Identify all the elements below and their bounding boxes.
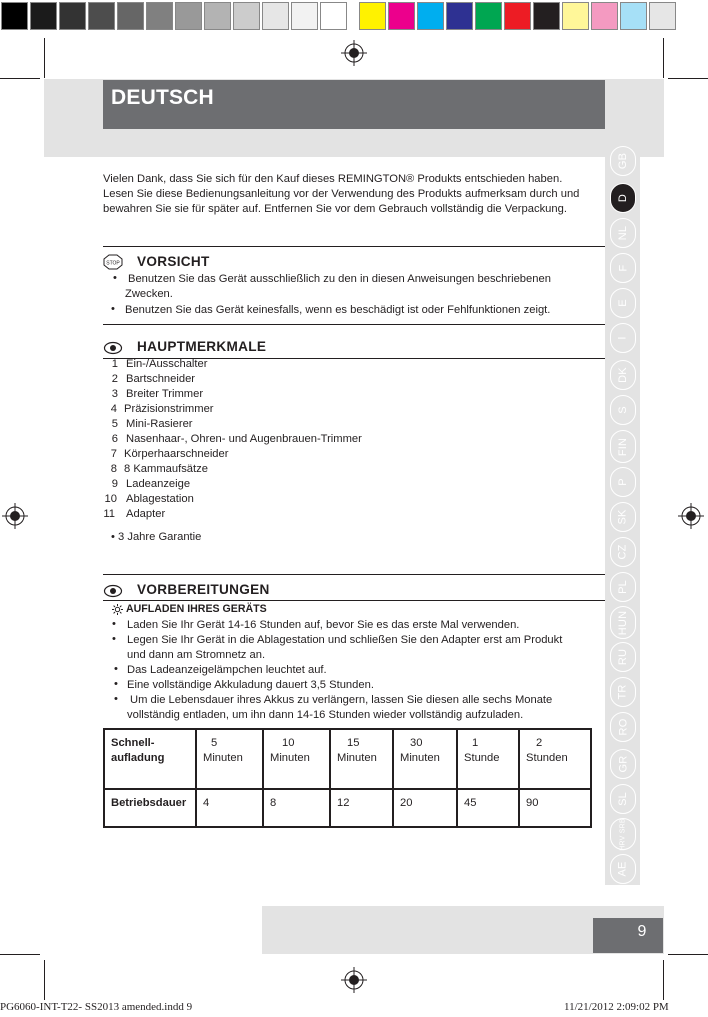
table-cell: 4 xyxy=(196,789,263,827)
bullet: • xyxy=(114,678,118,690)
language-tab-p[interactable]: P xyxy=(610,467,636,497)
feature-label: Adapter xyxy=(126,508,166,520)
cell-unit: Minuten xyxy=(337,751,377,764)
table-cell xyxy=(330,729,393,789)
swatch xyxy=(146,2,173,30)
footer-file-info: PG6060-INT-T22- SS2013 amended.indd 9 xyxy=(0,1001,193,1013)
bullet: • xyxy=(111,303,115,315)
feature-label: Ladeanzeige xyxy=(126,478,191,490)
footer-timestamp: 11/21/2012 2:09:02 PM xyxy=(564,1001,669,1013)
registration-mark-icon xyxy=(341,967,367,993)
crop-mark xyxy=(0,954,40,955)
svg-text:STOP: STOP xyxy=(106,260,120,267)
language-tab-gr[interactable]: GR xyxy=(610,749,636,779)
language-tab-gb[interactable]: GB xyxy=(610,146,636,176)
language-tab-fin[interactable]: FIN xyxy=(610,430,636,463)
language-tab-tr[interactable]: TR xyxy=(610,677,636,707)
language-tab-e[interactable]: E xyxy=(610,288,636,318)
page-title: DEUTSCH xyxy=(111,86,214,109)
feature-number: 11 xyxy=(103,508,115,520)
crop-mark xyxy=(663,960,664,1000)
table-row xyxy=(104,729,591,789)
list-item: Legen Sie Ihr Gerät in die Ablagestation und schließen Sie den Adapter erst am Produkt xyxy=(127,634,563,646)
print-color-bar xyxy=(0,0,708,32)
table-header-text: Schnell- xyxy=(111,737,155,749)
feature-label: Mini-Rasierer xyxy=(126,418,193,430)
registration-mark-icon xyxy=(341,40,367,66)
table-cell: 8 xyxy=(263,789,330,827)
eye-icon xyxy=(103,340,123,356)
feature-number: 8 xyxy=(110,463,117,475)
feature-number: 3 xyxy=(111,388,118,400)
list-item: Eine vollständige Akkuladung dauert 3,5 Stunden. xyxy=(127,679,374,691)
crop-mark xyxy=(668,78,708,79)
section-title-preparation: VORBEREITUNGEN xyxy=(137,582,270,597)
feature-label: Breiter Trimmer xyxy=(126,388,204,400)
table-cell: 45 xyxy=(457,789,519,827)
charge-time-table xyxy=(103,728,592,828)
swatch xyxy=(417,2,444,30)
feature-number: 2 xyxy=(111,373,118,385)
swatch xyxy=(320,2,347,30)
cell-value: 15 xyxy=(347,737,360,749)
list-item: Laden Sie Ihr Gerät 14-16 Stunden auf, bevor Sie es das erste Mal verwenden. xyxy=(127,619,520,631)
bullet: • xyxy=(114,693,118,705)
section-divider xyxy=(103,600,605,601)
swatch xyxy=(388,2,415,30)
cell-value: 5 xyxy=(211,737,218,749)
language-tab-ru[interactable]: RU xyxy=(610,642,636,672)
swatch xyxy=(59,2,86,30)
cell-value: 10 xyxy=(282,737,295,749)
page-number: 9 xyxy=(637,923,647,940)
swatch xyxy=(88,2,115,30)
cell-unit: Stunde xyxy=(464,751,500,764)
feature-number: 7 xyxy=(110,448,117,460)
feature-number: 6 xyxy=(111,433,118,445)
crop-mark xyxy=(668,954,708,955)
table-cell: 90 xyxy=(519,789,591,827)
swatch xyxy=(262,2,289,30)
list-item: Um die Lebensdauer ihres Akkus zu verlängern, lassen Sie diesen alle sechs Monate xyxy=(130,694,553,706)
feature-number: 5 xyxy=(111,418,118,430)
feature-label: 8 Kammaufsätze xyxy=(124,463,208,475)
language-tab-s[interactable]: S xyxy=(610,395,636,425)
swatch xyxy=(475,2,502,30)
cell-value: 1 xyxy=(472,737,479,749)
crop-mark xyxy=(44,960,45,1000)
list-item: Benutzen Sie das Gerät keinesfalls, wenn es beschädigt ist oder Fehlfunktionen zeigt. xyxy=(125,304,551,316)
cell-unit: Stunden xyxy=(526,751,568,764)
language-tab-dk[interactable]: DK xyxy=(610,360,636,390)
list-item: vollständig entladen, um ihn dann 14-16 Stunden wieder vollständig aufzuladen. xyxy=(127,709,524,721)
swatch xyxy=(117,2,144,30)
cell-value: 2 xyxy=(536,737,543,749)
language-tab-pl[interactable]: PL xyxy=(610,572,636,602)
cell-unit: Minuten xyxy=(270,751,310,764)
section-title-caution: VORSICHT xyxy=(137,254,210,269)
feature-number: 9 xyxy=(111,478,118,490)
intro-paragraph: Vielen Dank, dass Sie sich für den Kauf dieses REMINGTON® Produkts entschieden haben. Lesen Sie diese Bedienungsanleitung vor der Verwendung des Produkts aufmerksam durch und bewahren Sie sie für später auf. Entfernen Sie vor dem Gebrauch vollständig die Verpackung. xyxy=(103,173,580,216)
stop-icon xyxy=(103,254,123,270)
bullet: • xyxy=(112,618,116,630)
feature-label: Nasenhaar-, Ohren- und Augenbrauen-Trimmer xyxy=(126,433,362,445)
list-item: und dann am Stromnetz an. xyxy=(127,649,266,661)
language-tab-ro[interactable]: RO xyxy=(610,712,636,742)
language-tab-sk[interactable]: SK xyxy=(610,502,636,532)
language-tab-f[interactable]: F xyxy=(610,253,636,283)
sun-icon xyxy=(112,604,123,615)
section-divider xyxy=(103,574,605,575)
swatch xyxy=(175,2,202,30)
eye-icon xyxy=(103,583,123,599)
table-cell xyxy=(263,729,330,789)
language-tab-cz[interactable]: CZ xyxy=(610,537,636,567)
feature-label: Präzisionstrimmer xyxy=(124,403,214,415)
registration-mark-icon xyxy=(678,503,704,529)
feature-number: 1 xyxy=(111,358,118,370)
language-tab-i[interactable]: I xyxy=(610,323,636,353)
list-item: Zwecken. xyxy=(125,288,173,300)
language-tab-ae[interactable]: AE xyxy=(610,854,636,884)
swatch xyxy=(562,2,589,30)
cell-unit: Minuten xyxy=(400,751,440,764)
language-tab-hrv-srb[interactable]: HRV SRB xyxy=(610,818,636,850)
crop-mark xyxy=(663,38,664,78)
table-cell: 20 xyxy=(393,789,457,827)
feature-label: Körperhaarschneider xyxy=(124,448,229,460)
table-cell: 12 xyxy=(330,789,393,827)
table-cell xyxy=(196,729,263,789)
registration-mark-icon xyxy=(2,503,28,529)
list-item: Das Ladeanzeigelämpchen leuchtet auf. xyxy=(127,664,327,676)
subsection-title-charging: AUFLADEN IHRES GERÄTS xyxy=(126,603,267,615)
feature-label: Bartschneider xyxy=(126,373,196,385)
table-header-cell xyxy=(104,729,196,789)
crop-mark xyxy=(0,78,40,79)
swatch xyxy=(233,2,260,30)
section-divider xyxy=(103,324,605,325)
list-item: Benutzen Sie das Gerät ausschließlich zu den in diesen Anweisungen beschriebenen xyxy=(128,273,551,285)
bullet: • xyxy=(113,272,117,284)
swatch xyxy=(291,2,318,30)
table-header-cell: Betriebsdauer xyxy=(104,789,196,827)
feature-number: 10 xyxy=(104,493,117,505)
bullet: • xyxy=(114,663,118,675)
swatch xyxy=(359,2,386,30)
swatch xyxy=(504,2,531,30)
feature-label: Ablagestation xyxy=(126,493,194,505)
table-row xyxy=(104,789,591,827)
swatch xyxy=(591,2,618,30)
feature-label: Ein-/Ausschalter xyxy=(126,358,208,370)
warranty-note: • 3 Jahre Garantie xyxy=(111,531,202,543)
cell-value: 30 xyxy=(410,737,423,749)
table-header-text: aufladung xyxy=(111,751,165,764)
swatch xyxy=(446,2,473,30)
language-tab-hun[interactable]: HUN xyxy=(610,606,636,639)
language-tab-d[interactable]: D xyxy=(610,183,636,213)
language-tab-nl[interactable]: NL xyxy=(610,218,636,248)
swatch xyxy=(649,2,676,30)
swatch xyxy=(620,2,647,30)
table-cell xyxy=(519,729,591,789)
crop-mark xyxy=(44,38,45,78)
swatch xyxy=(1,2,28,30)
language-tab-sl[interactable]: SL xyxy=(610,784,636,814)
cell-unit: Minuten xyxy=(203,751,243,764)
swatch xyxy=(204,2,231,30)
section-divider xyxy=(103,246,605,247)
table-cell xyxy=(457,729,519,789)
feature-number: 4 xyxy=(110,403,117,415)
table-cell xyxy=(393,729,457,789)
swatch xyxy=(30,2,57,30)
bullet: • xyxy=(112,633,116,645)
section-title-features: HAUPTMERKMALE xyxy=(137,339,267,354)
swatch xyxy=(533,2,560,30)
